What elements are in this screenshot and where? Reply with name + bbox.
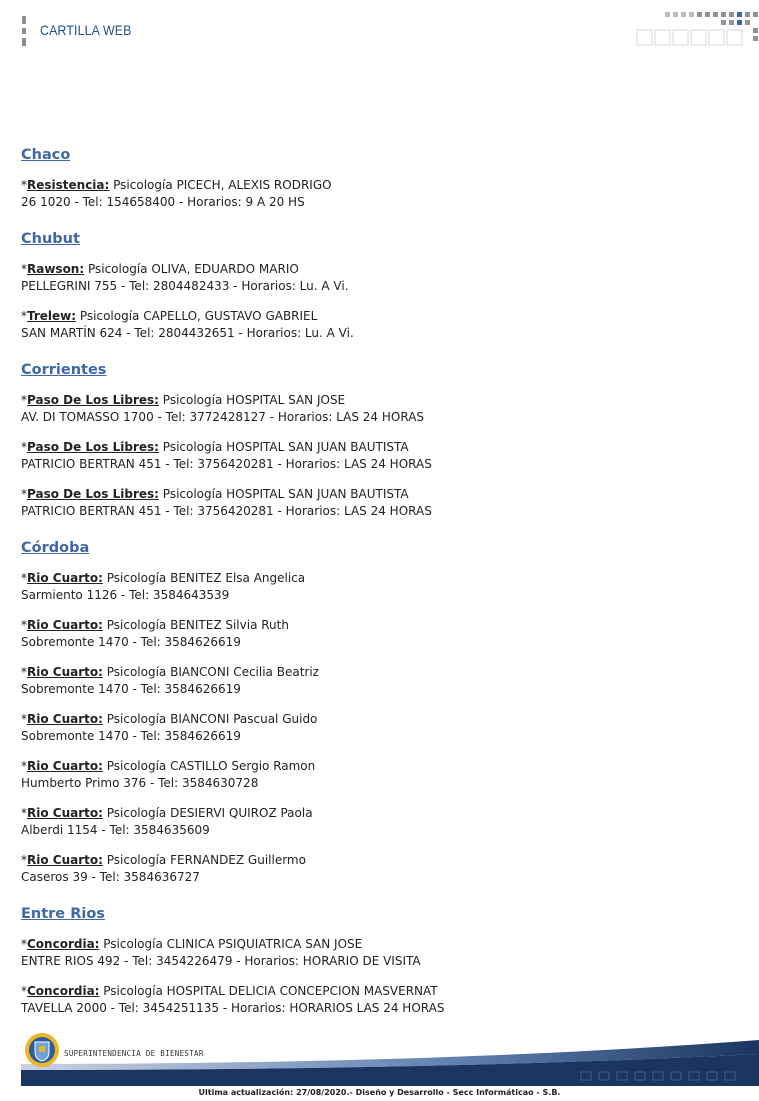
provider-service: Psicología BIANCONI Cecilia Beatriz [102,665,319,679]
provider-service: Psicología FERNANDEZ Guillermo [102,853,306,867]
province-section [21,229,741,342]
city-label: Paso De Los Libres: [27,487,159,501]
bullet-marker: * [21,759,27,773]
province-section [21,904,741,1017]
city-label: Rio Cuarto: [27,712,103,726]
provider-entry [21,392,741,426]
provider-address: SAN MARTÍN 624 - Tel: 2804432651 - Horarios: Lu. A Vi. [21,326,354,340]
provider-address: Sobremonte 1470 - Tel: 3584626619 [21,635,241,649]
provider-entry [21,439,741,473]
bullet-marker: * [21,309,27,323]
bullet-marker: * [21,806,27,820]
provider-service: Psicología CASTILLO Sergio Ramon [102,759,316,773]
provider-entry [21,758,741,792]
provider-address: PATRICIO BERTRAN 451 - Tel: 3756420281 - Horarios: LAS 24 HORAS [21,457,432,471]
bullet-marker: * [21,262,27,276]
shield-crest-icon [25,1033,59,1067]
city-label: Rio Cuarto: [27,806,103,820]
bullet-marker: * [21,712,27,726]
provider-service: Psicología PICECH, ALEXIS RODRIGO [109,178,332,192]
provider-entry [21,805,741,839]
bullet-marker: * [21,178,27,192]
province-heading[interactable]: Córdoba [21,540,90,556]
province-section [21,538,741,886]
city-label: Concordia: [27,937,100,951]
bullet-marker: * [21,487,27,501]
provider-entry [21,852,741,886]
bullet-marker: * [21,618,27,632]
city-label: Concordia: [27,984,100,998]
province-heading[interactable]: Entre Rios [21,906,105,922]
bullet-marker: * [21,393,27,407]
provider-service: Psicología HOSPITAL SAN JUAN BAUTISTA [158,440,409,454]
city-label: Paso De Los Libres: [27,393,159,407]
provider-service: Psicología BENITEZ Elsa Angelica [102,571,306,585]
city-label: Rawson: [27,262,85,276]
provider-address: Sobremonte 1470 - Tel: 3584626619 [21,729,241,743]
provider-service: Psicología BENITEZ Silvia Ruth [102,618,289,632]
city-label: Paso De Los Libres: [27,440,159,454]
provider-address: TAVELLA 2000 - Tel: 3454251135 - Horarios: HORARIOS LAS 24 HORAS [21,1001,445,1015]
provider-entry [21,261,741,295]
provider-address: ENTRE RIOS 492 - Tel: 3454226479 - Horarios: HORARIO DE VISITA [21,954,421,968]
city-label: Resistencia: [27,178,110,192]
city-label: Rio Cuarto: [27,759,103,773]
provider-address: AV. DI TOMASSO 1700 - Tel: 3772428127 - Horarios: LAS 24 HORAS [21,410,425,424]
city-label: Rio Cuarto: [27,571,103,585]
provider-address: Humberto Primo 376 - Tel: 3584630728 [21,776,259,790]
province-heading[interactable]: Corrientes [21,362,107,378]
provider-service: Psicología HOSPITAL DELICIA CONCEPCION MASVERNAT [99,984,438,998]
provider-address: Sarmiento 1126 - Tel: 3584643539 [21,588,230,602]
city-label: Rio Cuarto: [27,618,103,632]
bullet-marker: * [21,571,27,585]
provider-service: Psicología OLIVA, EDUARDO MARIO [84,262,299,276]
provider-address: Alberdi 1154 - Tel: 3584635609 [21,823,210,837]
provider-entry [21,664,741,698]
city-label: Trelew: [27,309,77,323]
provider-entry [21,570,741,604]
provider-entry [21,936,741,970]
directory-list [21,141,741,1035]
province-section [21,145,741,211]
provider-address: Caseros 39 - Tel: 3584636727 [21,870,200,884]
city-label: Rio Cuarto: [27,853,103,867]
grid-squares-icon [635,11,759,47]
provider-entry [21,617,741,651]
header-accent-bar [22,16,26,46]
bullet-marker: * [21,853,27,867]
provider-entry [21,983,741,1017]
province-heading[interactable]: Chubut [21,231,80,247]
bullet-marker: * [21,665,27,679]
provider-service: Psicología DESIERVI QUIROZ Paola [102,806,313,820]
last-update-text: Ultima actualización: 27/08/2020.- Diseño y Desarrollo - Secc Informáticao - S.B. [198,1088,561,1097]
province-section [21,360,741,520]
provider-entry [21,308,741,342]
footer-org-name: SUPERINTENDENCIA DE BIENESTAR [64,1049,204,1058]
provider-service: Psicología BIANCONI Pascual Guido [102,712,318,726]
provider-service: Psicología HOSPITAL SAN JUAN BAUTISTA [158,487,409,501]
bullet-marker: * [21,984,27,998]
provider-address: PELLEGRINI 755 - Tel: 2804482433 - Horarios: Lu. A Vi. [21,279,349,293]
provider-service: Psicología HOSPITAL SAN JOSE [158,393,346,407]
provider-address: Sobremonte 1470 - Tel: 3584626619 [21,682,241,696]
bullet-marker: * [21,440,27,454]
bullet-marker: * [21,937,27,951]
provider-address: PATRICIO BERTRAN 451 - Tel: 3756420281 - Horarios: LAS 24 HORAS [21,504,432,518]
provider-entry [21,711,741,745]
provider-entry [21,486,741,520]
provider-service: Psicología CAPELLO, GUSTAVO GABRIEL [76,309,318,323]
provider-entry [21,177,741,211]
provider-service: Psicología CLINICA PSIQUIATRICA SAN JOSE [99,937,363,951]
page-title: CARTILLA WEB [40,22,132,38]
province-heading[interactable]: Chaco [21,147,71,163]
city-label: Rio Cuarto: [27,665,103,679]
provider-address: 26 1020 - Tel: 154658400 - Horarios: 9 A 20 HS [21,195,305,209]
